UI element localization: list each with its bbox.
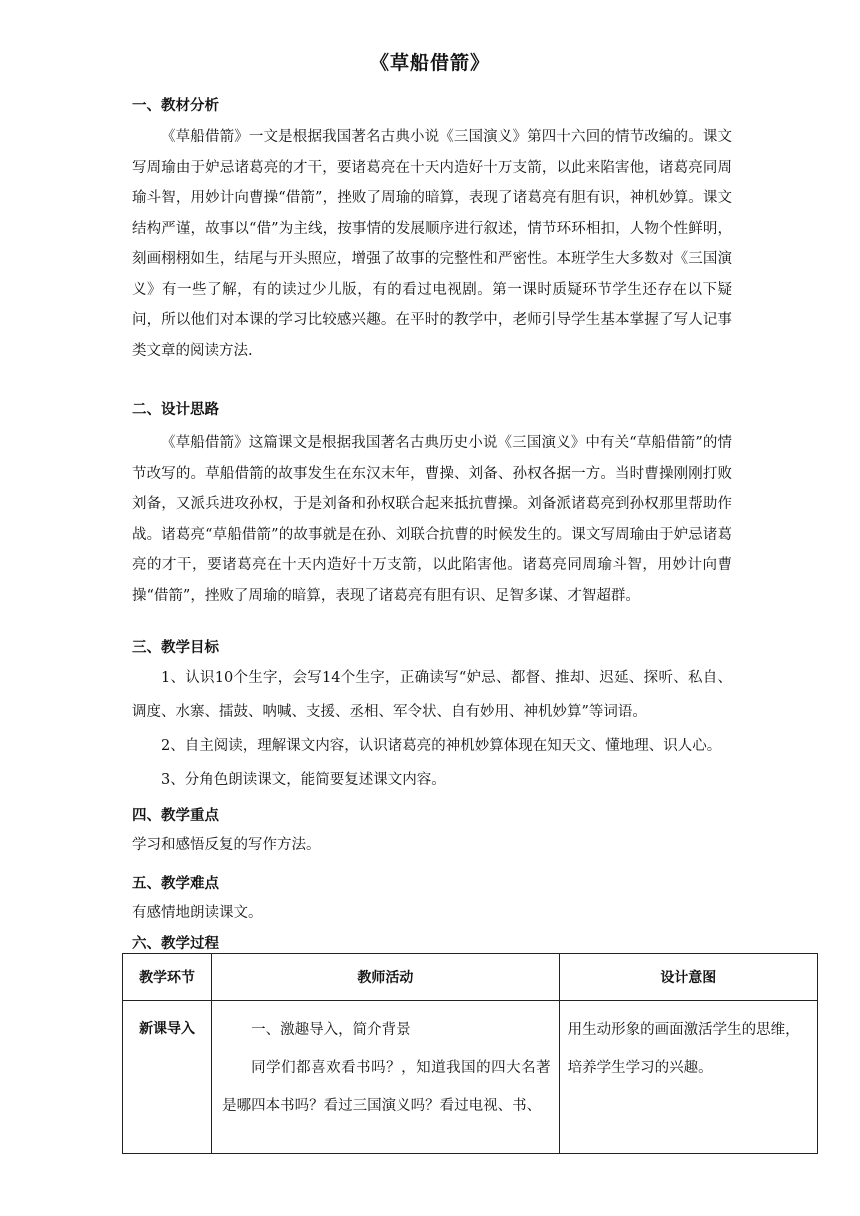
section-body-keypoints: 学习和感悟反复的写作方法。 xyxy=(132,837,321,853)
section-heading-analysis: 一、教材分析 xyxy=(132,98,219,114)
table-row xyxy=(123,1001,818,1154)
activity-line-1: 一、激趣导入，简介背景 xyxy=(251,1022,411,1038)
goal-item-2: 2、自主阅读，理解课文内容，认识诸葛亮的神机妙算体现在知天文、懂地理、识人心。 xyxy=(161,738,722,754)
section-heading-difficulties: 五、教学难点 xyxy=(132,876,219,892)
column-header-activity: 教师活动 xyxy=(212,954,560,1001)
intent-cell: 用生动形象的画面激活学生的思维，培养学生学习的兴趣。 xyxy=(559,1001,817,1154)
section-body-analysis: 《草船借箭》一文是根据我国著名古典小说《三国演义》第四十六回的情节改编的。课文写周瑜由于妒忌诸葛亮的才干，要诸葛亮在十天内造好十万支箭，以此来陷害他，诸葛亮同周瑜斗智，用妙计向曹操“借箭”，挫败了周瑜的暗算，表现了诸葛亮有胆有识，神机妙算。课文结构严谨，故事以“借”为主线，按事情的发展顺序进行叙述，情节环环相扣，人物个性鲜明，刻画栩栩如生，结尾与开头照应，增强了故事的完整性和严密性。本班学生大多数对《三国演义》有一些了解，有的读过少儿版，有的看过电视剧。第一课时质疑环节学生还存在以下疑问，所以他们对本课的学习比较感兴趣。在平时的教学中，老师引导学生基本掌握了写人记事类文章的阅读方法. xyxy=(132,129,732,359)
document-title: 《草船借箭》 xyxy=(369,52,490,74)
activity-line-2: 同学们都喜欢看书吗？，知道我国的四大名著是哪四本书吗？看过三国演义吗？看过电视、书、 xyxy=(222,1060,551,1114)
activity-cell xyxy=(212,1001,560,1154)
goal-item-1: 1、认识10个生字，会写14个生字，正确读写“妒忌、都督、推却、迟延、探听、私自、调度、水寨、擂鼓、呐喊、支援、丞相、军令状、自有妙用、神机妙算”等词语。 xyxy=(132,670,732,720)
table-header-row xyxy=(123,954,818,1001)
stage-cell: 新课导入 xyxy=(123,1001,212,1154)
column-header-stage: 教学环节 xyxy=(123,954,212,1001)
section-body-difficulties: 有感情地朗读课文。 xyxy=(132,905,263,921)
column-header-intent: 设计意图 xyxy=(559,954,817,1001)
section-heading-keypoints: 四、教学重点 xyxy=(132,808,219,824)
section-heading-design: 二、设计思路 xyxy=(132,402,219,418)
section-heading-process: 六、教学过程 xyxy=(132,936,219,952)
section-body-design: 《草船借箭》这篇课文是根据我国著名古典历史小说《三国演义》中有关“草船借箭”的情节改写的。草船借箭的故事发生在东汉末年，曹操、刘备、孙权各据一方。当时曹操刚刚打败刘备，又派兵进攻孙权，于是刘备和孙权联合起来抵抗曹操。刘备派诸葛亮到孙权那里帮助作战。诸葛亮“草船借箭”的故事就是在孙、刘联合抗曹的时候发生的。课文写周瑜由于妒忌诸葛亮的才干，要诸葛亮在十天内造好十万支箭，以此陷害他。诸葛亮同周瑜斗智，用妙计向曹操“借箭”，挫败了周瑜的暗算，表现了诸葛亮有胆有识、足智多谋、才智超群。 xyxy=(132,435,732,604)
section-heading-goals: 三、教学目标 xyxy=(132,640,219,656)
teaching-process-table xyxy=(122,953,818,1154)
goal-item-3: 3、分角色朗读课文，能简要复述课文内容。 xyxy=(161,772,446,788)
